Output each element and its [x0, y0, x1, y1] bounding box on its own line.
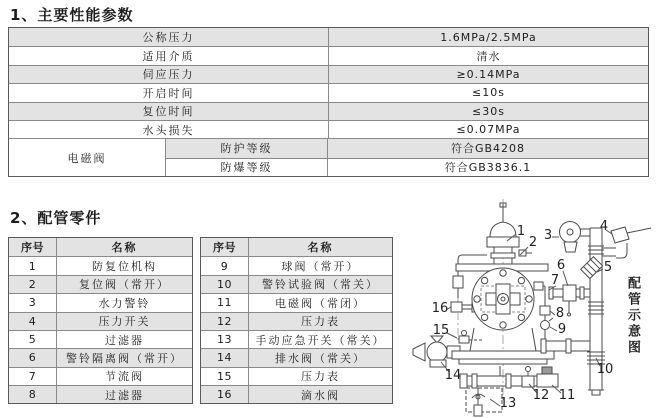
part-no: 8 [9, 386, 57, 403]
part-name: 球阀（常开） [281, 260, 360, 274]
part-no: 11 [201, 294, 249, 311]
callout-1: 1 [516, 224, 526, 239]
section2-title: 2、配管零件 [10, 209, 102, 227]
param-value: 清水 [476, 50, 501, 64]
part-name: 压力表 [249, 313, 392, 330]
param-value: 1.6MPa/2.5MPa [329, 28, 648, 46]
callout-15: 15 [432, 323, 450, 338]
part-name: 排水阀（常关） [249, 349, 392, 366]
callout-3: 3 [543, 228, 553, 243]
diagram-caption: 配管示意图 [625, 276, 640, 356]
table-row [201, 330, 392, 348]
callout-12: 12 [532, 388, 550, 403]
part-no: 6 [9, 349, 57, 366]
part-name: 压力开关 [57, 313, 192, 330]
param-label: 复位时间 [9, 103, 329, 120]
part-name: 警铃隔离阀（常开） [57, 349, 192, 366]
table-row [9, 28, 648, 46]
part-name: 节流阀 [105, 370, 144, 384]
group-label: 电磁阀 [9, 139, 166, 176]
table-row [9, 65, 648, 83]
table-row [201, 385, 392, 403]
piping-schematic-diagram [390, 195, 657, 418]
table-row [201, 275, 392, 293]
col-header-no: 序号 [201, 238, 249, 256]
table-row [9, 348, 192, 366]
part-no: 3 [9, 294, 57, 311]
param-value: ≤10s [472, 86, 505, 100]
param-value: ≤30s [329, 103, 648, 120]
table-row [9, 312, 192, 330]
table-row [9, 293, 192, 311]
param-label: 开启时间 [9, 84, 329, 101]
header-row [9, 238, 192, 256]
header-row [201, 238, 392, 256]
water-motor-alarm-3 [560, 222, 591, 253]
table-row [9, 385, 192, 403]
param-label: 水头损失 [9, 121, 329, 138]
callout-2: 2 [528, 235, 538, 250]
filter-8 [540, 306, 550, 315]
bell-isolation-valve-6 [563, 285, 576, 301]
performance-parameters-table [8, 27, 649, 177]
test-line [541, 339, 590, 353]
section1-title: 1、主要性能参数 [10, 6, 134, 24]
param-label: 伺应压力 [9, 66, 329, 83]
param-value: ≤0.07MPa [456, 123, 521, 137]
table-row [201, 367, 392, 385]
param-label: 公称压力 [9, 28, 329, 46]
callout-13: 13 [499, 396, 517, 411]
param-label: 适用介质 [9, 47, 329, 64]
part-name: 过滤器 [105, 333, 144, 347]
col-header-name: 名称 [57, 238, 192, 256]
callout-5: 5 [603, 260, 613, 275]
solenoid-valve-11 [537, 367, 558, 387]
table-row [9, 46, 648, 64]
part-name: 复位阀（常开） [57, 276, 192, 293]
part-name: 电磁阀（常闭） [275, 296, 366, 310]
manual-emergency-switch-13 [466, 388, 502, 416]
param-label: 防护等级 [166, 139, 328, 157]
table-row [201, 293, 392, 311]
table-row [201, 348, 392, 366]
param-value: 符合GB3836.1 [444, 161, 532, 175]
table-row [201, 256, 392, 274]
part-name: 防复位机构 [92, 260, 157, 274]
callout-6: 6 [556, 258, 566, 273]
table-row [9, 83, 648, 101]
gauge-valve-12 [522, 367, 534, 388]
table-row [9, 275, 192, 293]
param-value: ≥0.14MPa [329, 66, 648, 83]
callout-4: 4 [599, 219, 609, 234]
table-row [9, 330, 192, 348]
part-no: 14 [201, 349, 249, 366]
part-no: 4 [9, 313, 57, 330]
part-no: 2 [9, 276, 57, 293]
table-row [9, 256, 192, 274]
part-no: 13 [201, 331, 249, 348]
table-row [166, 158, 648, 176]
callout-11: 11 [558, 388, 576, 403]
table-row [9, 120, 648, 138]
part-name: 滴水阀 [249, 386, 392, 403]
piping-parts-table-right [200, 237, 393, 404]
part-no: 10 [201, 276, 249, 293]
callout-9: 9 [557, 322, 567, 337]
col-header-name: 名称 [249, 238, 392, 256]
callout-16: 16 [431, 301, 449, 316]
part-name: 警铃试验阀（常关） [249, 276, 392, 293]
part-no: 15 [201, 368, 249, 385]
part-no: 9 [201, 257, 249, 274]
part-name: 压力表 [301, 370, 340, 384]
table-row [201, 312, 392, 330]
callout-10: 10 [596, 362, 614, 377]
table-row [9, 367, 192, 385]
table-row [166, 139, 648, 157]
part-no: 16 [201, 386, 249, 403]
part-no: 1 [9, 257, 57, 274]
param-label: 防爆等级 [166, 159, 328, 176]
part-no: 5 [9, 331, 57, 348]
param-value: 符合GB4208 [328, 139, 648, 157]
piping-parts-table-left [8, 237, 193, 404]
strainer-5 [581, 257, 603, 279]
pressure-switch-4 [611, 227, 629, 243]
part-no: 7 [9, 368, 57, 385]
table-row [9, 102, 648, 120]
callout-7: 7 [550, 273, 560, 288]
callout-14: 14 [444, 368, 462, 383]
col-header-no: 序号 [9, 238, 57, 256]
part-name: 过滤器 [57, 386, 192, 403]
solenoid-valve-group-rows [9, 138, 648, 176]
callout-8: 8 [555, 306, 565, 321]
ball-valve-9 [541, 321, 550, 330]
part-name: 水力警铃 [98, 296, 151, 310]
part-no: 12 [201, 313, 249, 330]
part-name: 手动应急开关（常关） [255, 333, 386, 347]
